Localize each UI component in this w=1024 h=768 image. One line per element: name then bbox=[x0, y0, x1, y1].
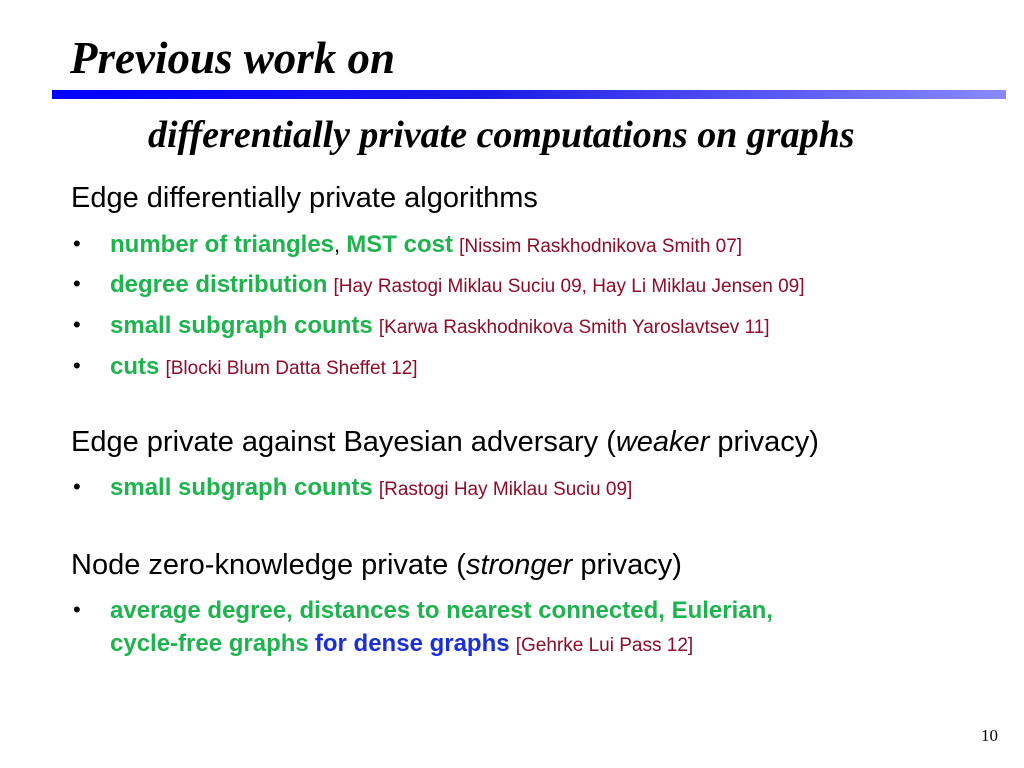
citation-text: [Hay Rastogi Miklau Suciu 09, Hay Li Miklau Jensen 09] bbox=[333, 276, 805, 297]
topic-text: MST cost bbox=[346, 231, 453, 258]
bullet-marker: • bbox=[73, 597, 81, 622]
citation-text: [Rastogi Hay Miklau Suciu 09] bbox=[378, 479, 633, 500]
heading-text: Node zero-knowledge private ( bbox=[71, 549, 466, 581]
topic-text: small subgraph counts bbox=[110, 312, 373, 339]
topic-text: cuts bbox=[110, 353, 160, 380]
heading-emphasis: weaker bbox=[615, 426, 710, 458]
bullet-marker: • bbox=[73, 353, 81, 378]
topic-text: cycle-free graphs bbox=[110, 630, 309, 657]
heading-text: privacy) bbox=[572, 549, 682, 581]
bullet-marker: • bbox=[73, 231, 81, 256]
heading-text: privacy) bbox=[709, 426, 819, 458]
heading-emphasis: stronger bbox=[465, 549, 573, 581]
citation-text: [Gehrke Lui Pass 12] bbox=[515, 635, 694, 656]
bullet-marker: • bbox=[73, 474, 81, 499]
page-number: 10 bbox=[981, 726, 998, 745]
slide-title: Previous work on bbox=[70, 33, 396, 83]
bullet-marker: • bbox=[73, 312, 81, 337]
section-heading-node-zk bbox=[71, 551, 682, 580]
topic-text: average degree, distances to nearest connected, Eulerian, bbox=[110, 597, 773, 624]
separator-text: , bbox=[334, 232, 347, 257]
topic-text: number of triangles bbox=[110, 231, 335, 258]
citation-text: [Karwa Raskhodnikova Smith Yaroslavtsev 11] bbox=[378, 317, 770, 338]
slide-subtitle: differentially private computations on graphs bbox=[148, 114, 855, 156]
heading-text: Edge private against Bayesian adversary ( bbox=[71, 426, 616, 458]
topic-text: small subgraph counts bbox=[110, 474, 373, 501]
title-underline-rule bbox=[52, 90, 1006, 99]
topic-text-blue: for dense graphs bbox=[314, 630, 510, 657]
citation-text: [Blocki Blum Datta Sheffet 12] bbox=[165, 358, 418, 379]
citation-text: [Nissim Raskhodnikova Smith 07] bbox=[459, 236, 743, 257]
topic-text: degree distribution bbox=[110, 271, 328, 298]
section-heading-edge-dp: Edge differentially private algorithms bbox=[71, 182, 538, 214]
section-heading-bayesian bbox=[71, 428, 819, 457]
bullet-marker: • bbox=[73, 271, 81, 296]
